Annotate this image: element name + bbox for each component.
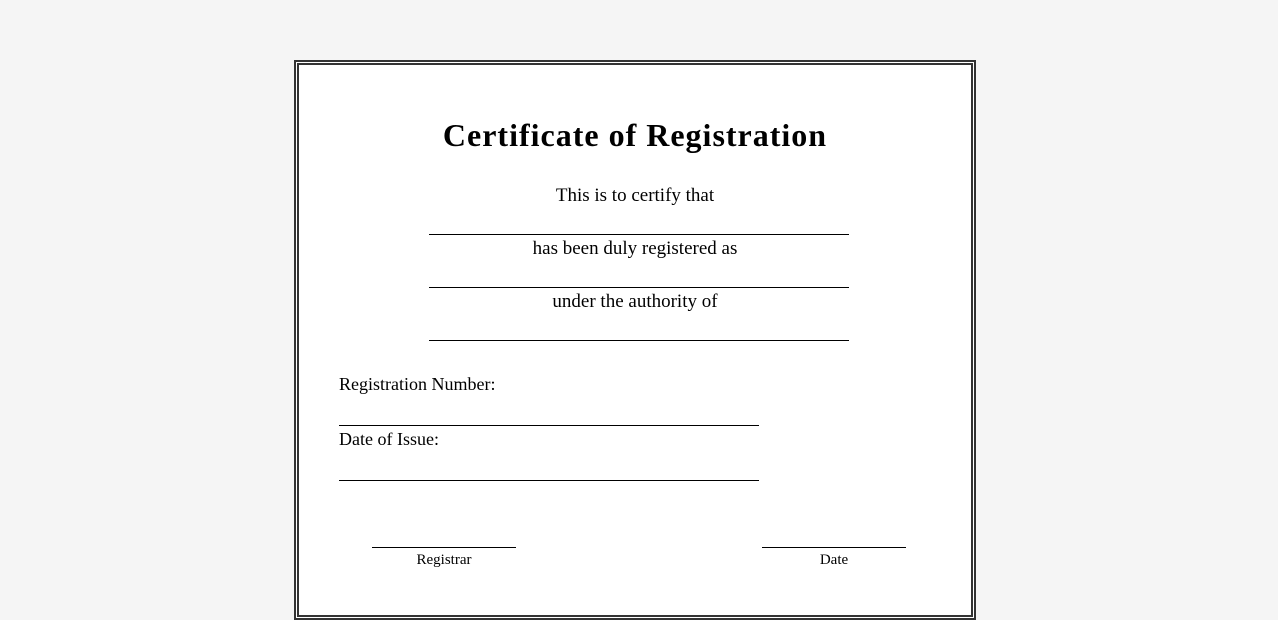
registrar-label: Registrar: [416, 552, 472, 568]
certificate-document: [294, 60, 976, 620]
certify-text: This is to certify that: [555, 185, 715, 206]
registrant-name-blank: [429, 234, 849, 235]
date-of-issue-blank: [339, 480, 759, 481]
date-signature-line: [762, 547, 906, 548]
registered-as-blank: [429, 287, 849, 288]
registration-number-label: Registration Number:: [339, 374, 496, 394]
certificate-title: Certificate of Registration: [442, 117, 828, 153]
authority-blank: [429, 340, 849, 341]
date-label: Date: [819, 552, 849, 568]
authority-text: under the authority of: [552, 291, 718, 312]
date-of-issue-label: Date of Issue:: [339, 429, 439, 449]
registration-number-blank: [339, 425, 759, 426]
registered-as-text: has been duly registered as: [532, 238, 738, 259]
registrar-signature-line: [372, 547, 516, 548]
